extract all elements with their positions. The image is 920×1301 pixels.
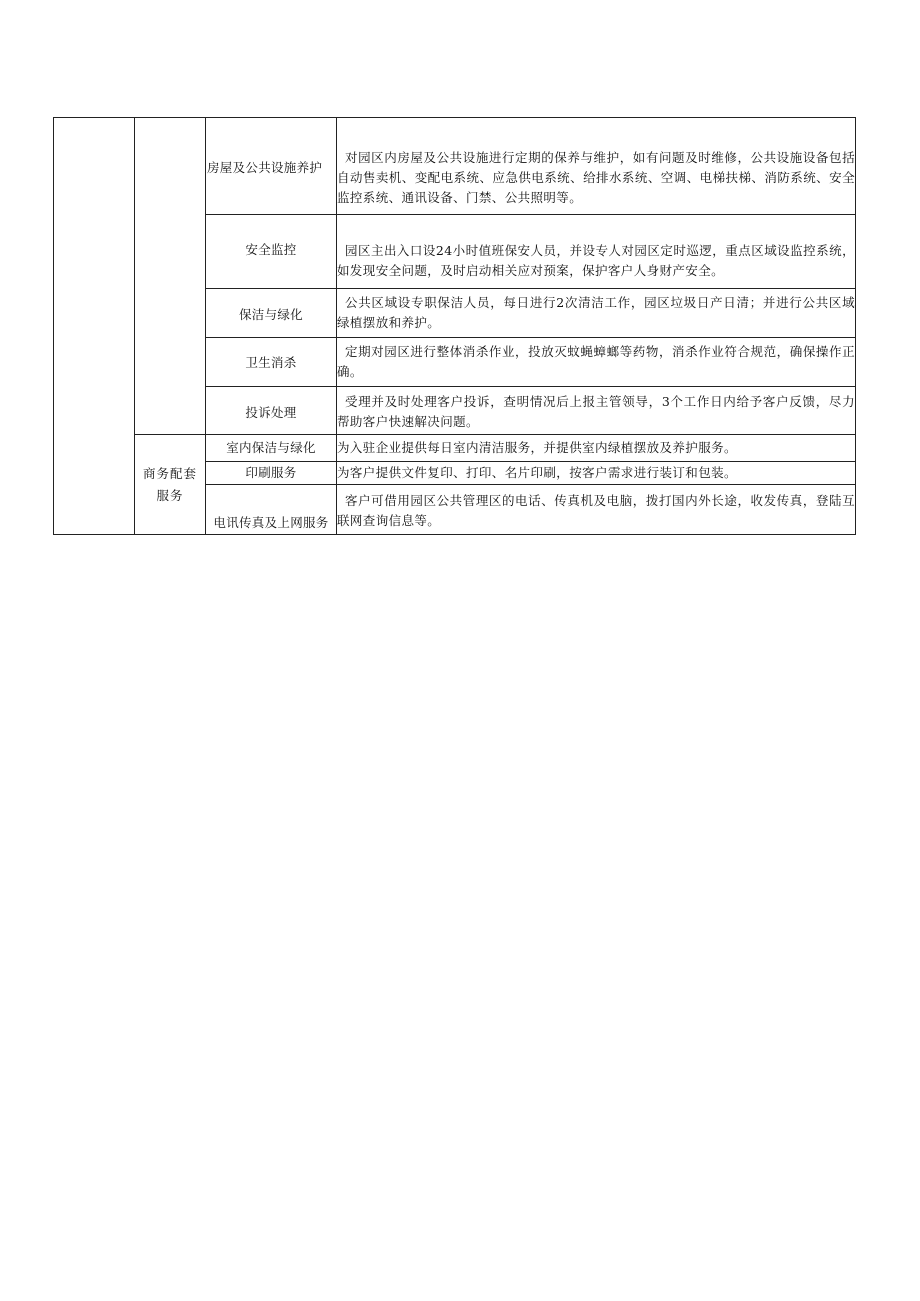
service-name [206, 289, 337, 338]
service-description [337, 387, 856, 435]
service-name-text: 保洁与绿化 [238, 306, 303, 322]
service-name [206, 462, 337, 485]
service-name-text: 印刷服务 [245, 465, 297, 480]
service-table [53, 117, 856, 535]
service-description [337, 435, 856, 462]
service-description-text: 对园区内房屋及公共设施进行定期的保养与维护，如有问题及时维修，公共设施设备包括自动售卖机、变配电系统、应急供电系统、给排水系统、空调、电梯扶梯、消防系统、安全监控系统、通讯设备、门禁、公共照明等。 [337, 150, 855, 205]
service-description [337, 338, 856, 387]
service-name-text: 卫生消杀 [245, 355, 297, 370]
service-name-text: 电讯传真及上网服务 [213, 515, 329, 530]
empty-sub-category-cell [135, 118, 206, 435]
service-description-text: 为入驻企业提供每日室内清洁服务，并提供室内绿植摆放及养护服务。 [337, 440, 737, 455]
service-name-text: 房屋及公共设施养护 [207, 160, 323, 175]
service-description [337, 289, 856, 338]
service-name [206, 387, 337, 435]
service-description [337, 485, 856, 535]
table-row [54, 118, 856, 215]
service-description-text: 公共区域设专职保洁人员，每日进行2次清洁工作，园区垃圾日产日清；并进行公共区域绿植摆放和养护。 [337, 295, 855, 330]
service-description [337, 462, 856, 485]
service-description-text: 定期对园区进行整体消杀作业，投放灭蚊蝇蟑螂等药物，消杀作业符合规范，确保操作正确。 [337, 344, 855, 379]
service-description-text: 受理并及时处理客户投诉，查明情况后上报主管领导，3个工作日内给予客户反馈，尽力帮助客户快速解决问题。 [337, 394, 855, 429]
service-description-text: 园区主出入口设24小时值班保安人员，并设专人对园区定时巡逻，重点区域设监控系统，如发现安全问题，及时启动相关应对预案，保护客户人身财产安全。 [337, 243, 855, 278]
service-name [206, 118, 337, 215]
business-category-text: 商务配套服务 [142, 465, 197, 503]
service-name [206, 338, 337, 387]
service-name [206, 435, 337, 462]
service-name-text: 安全监控 [245, 242, 297, 257]
service-description [337, 118, 856, 215]
service-description [337, 215, 856, 289]
table-row [54, 435, 856, 462]
service-description-text: 客户可借用园区公共管理区的电话、传真机及电脑，拨打国内外长途，收发传真，登陆互联网查询信息等。 [337, 492, 855, 528]
service-name [206, 485, 337, 535]
service-name-text: 室内保洁与绿化 [226, 440, 316, 455]
business-category-cell [135, 435, 206, 535]
service-name-text: 投诉处理 [245, 404, 297, 420]
service-name [206, 215, 337, 289]
service-description-text: 为客户提供文件复印、打印、名片印刷，按客户需求进行装订和包装。 [337, 465, 737, 480]
empty-outer-category-cell [54, 118, 135, 535]
